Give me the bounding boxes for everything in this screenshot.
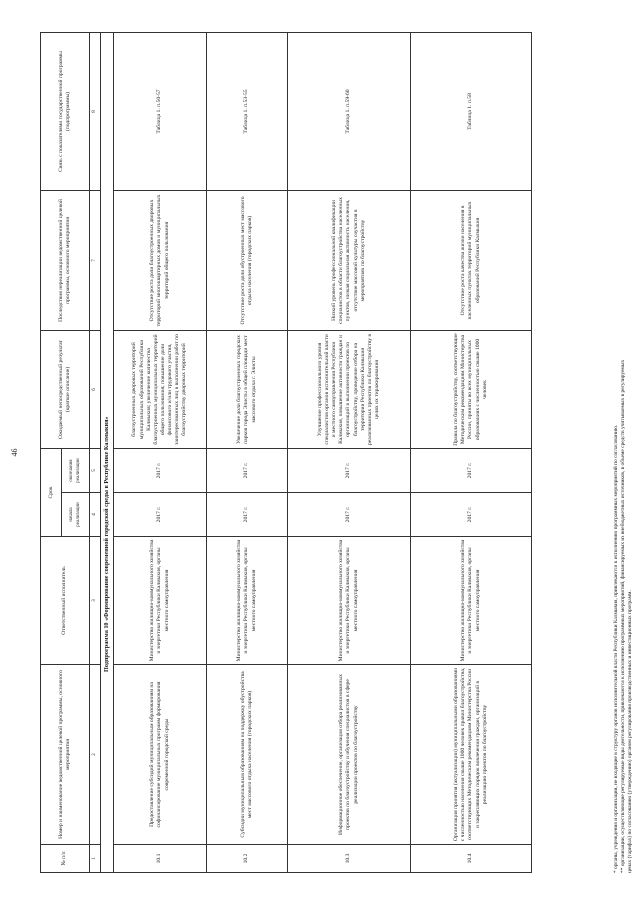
row-link: Таблица 1. п.53-55 <box>207 32 288 190</box>
column-number: 3 <box>90 537 101 665</box>
column-number: 6 <box>90 330 101 448</box>
column-number: 7 <box>90 190 101 330</box>
column-number: 2 <box>90 665 101 845</box>
row-consequences: Отсутствие роста качества жизни населения в населенных пунктах территорий муниципальных образований Республики Калмыкия <box>411 190 532 330</box>
footnote: * органы, учреждения и организации, не входящие в структуру органов исполнительной власти Республики Калмыкия, привлекаются к исполнению программных мероприятий по согласованию. <box>613 424 619 873</box>
row-end: 2017 г. <box>207 448 288 492</box>
row-link: Таблица 1. п.50-57 <box>114 32 207 190</box>
row-link: Таблица 1. п.59-60 <box>288 32 411 190</box>
footnote: ценах (тарифах) по согласованию (утверждению) органом регулирования производственных и инвестиционных программ. <box>627 590 634 873</box>
col-result-header: Ожидаемый непосредственный результат (краткое описание) <box>41 330 90 448</box>
row-start: 2017 г. <box>288 493 411 537</box>
column-number: 1 <box>90 845 101 873</box>
table-row <box>411 32 532 872</box>
row-name: Субсидии муниципальным образованиям на поддержку обустройства мест массового отдыха населения (городских парков) <box>207 665 288 845</box>
column-number: 8 <box>90 32 101 190</box>
col-end-header: окончания реализации <box>62 448 90 492</box>
table-row <box>288 32 411 872</box>
row-result: Улучшение профессионального уровня специалистов органов исполнительной власти и местного самоуправления Республики Калмыкия, повышение активности граждан и организаций в выполнении проектов по благоустройству, проведение отбора на территории Республики Калмыкия реализованных проектов по благоустройству в целях их тиражирования <box>288 330 411 448</box>
row-link: Таблица 1. п.58 <box>411 32 532 190</box>
row-number: 10.1 <box>114 845 207 873</box>
row-end: 2017 г. <box>288 448 411 492</box>
column-number: 5 <box>90 448 101 492</box>
row-executor: Министерство жилищно-коммунального хозяйства и энергетики Республики Калмыкия, органы местного самоуправления <box>288 537 411 665</box>
row-consequences: Отсутствие роста доли обустроенных мест массового отдыха населения (городских парков) <box>207 190 288 330</box>
row-name: Информационное обеспечение, организация отбора реализованных проектов по благоустройству и обучения специалистов в сфере реализации проектов по благоустройству <box>288 665 411 845</box>
col-consequences-header: Последствия нереализации ведомственной целевой программы, основного мероприятия <box>41 190 90 330</box>
row-end: 2017 г. <box>114 448 207 492</box>
row-number: 10.4 <box>411 845 532 873</box>
row-start: 2017 г. <box>114 493 207 537</box>
column-number: 4 <box>90 493 101 537</box>
footnote: ** организации, осуществляющие регулируемые виды деятельности, привлекаются к исполнению программных мероприятий, финансируемых из внебюджетных источников, в объеме средств учитываемых в регулируемых <box>620 359 627 873</box>
col-name-header: Номер и наименование ведомственной целевой программы, основного мероприятия <box>41 665 90 845</box>
row-end: 2017 г. <box>411 448 532 492</box>
program-table <box>40 32 532 873</box>
col-executor-header: Ответственный исполнитель <box>41 537 90 665</box>
column-numbers-row <box>90 32 101 872</box>
page-number: 46 <box>10 448 19 457</box>
col-term-header: Срок <box>41 448 62 536</box>
col-num-header: № п/п <box>41 845 90 873</box>
row-consequences: Отсутствие роста доли благоустроенных дворовых территорий многоквартирных домов и муниципальных территорий общего пользования <box>114 190 207 330</box>
row-executor: Министерство жилищно-коммунального хозяйства и энергетики Республики Калмыкия, органы местного самоуправления <box>114 537 207 665</box>
row-start: 2017 г. <box>411 493 532 537</box>
row-consequences: Низкий уровень профессиональной квалификации специалистов в области благоустройства населенных пунктов, низкая социальная активность населения, отсутствие массовой культуры соучастия в мероприятиях по благоустройству <box>288 190 411 330</box>
row-result: Правила по благоустройству, соответствующие Методическим рекомендациям Министерства России, приняты во всех муниципальных образованиях с численностью свыше 1000 человек <box>411 330 532 448</box>
row-result: Увеличение доли благоустроенных городских парков города Элисты в общей площади мест массового отдыха г. Элисты <box>207 330 288 448</box>
footnotes <box>613 23 634 873</box>
row-name: Организация принятия (актуализации) муниципальными образованиями с численностью населения свыше 1000 человек правил благоустройства, соответствующих Методическим рекомендациям Министерства России и закрепляющих порядок вовлечения граждан, организаций в реализацию проектов по благоустройству <box>411 665 532 845</box>
row-number: 10.3 <box>288 845 411 873</box>
table-row <box>114 32 207 872</box>
row-executor: Министерство жилищно-коммунального хозяйства и энергетики Республики Калмыкия, органы местного самоуправления <box>207 537 288 665</box>
section-title: Подпрограмма 10 «Формирование современной городской среды в Республике Калмыкия» <box>101 32 114 872</box>
header-row <box>41 32 62 872</box>
row-executor: Министерство жилищно-коммунального хозяйства и энергетики Республики Калмыкия, органы местного самоуправления <box>411 537 532 665</box>
table-row <box>207 32 288 872</box>
row-number: 10.2 <box>207 845 288 873</box>
row-start: 2017 г. <box>207 493 288 537</box>
section-row <box>101 32 114 872</box>
row-name: Предоставление субсидий муниципальным образованиям на софинансирование муниципальных программ формирования современной городской среды <box>114 665 207 845</box>
col-link-header: Связь с показателями государственной программы (подпрограммы) <box>41 32 90 190</box>
row-result: благоустроенных дворовых территорий муниципальных образований Республики Калмыкия; увеличение количества благоустроенных муниципальных территорий общего пользования; повышение доли финансового и/или трудового участия, заинтересованных лиц в выполнении работ по благоустройству дворовых территорий <box>114 330 207 448</box>
col-start-header: начала реализации <box>62 493 90 537</box>
